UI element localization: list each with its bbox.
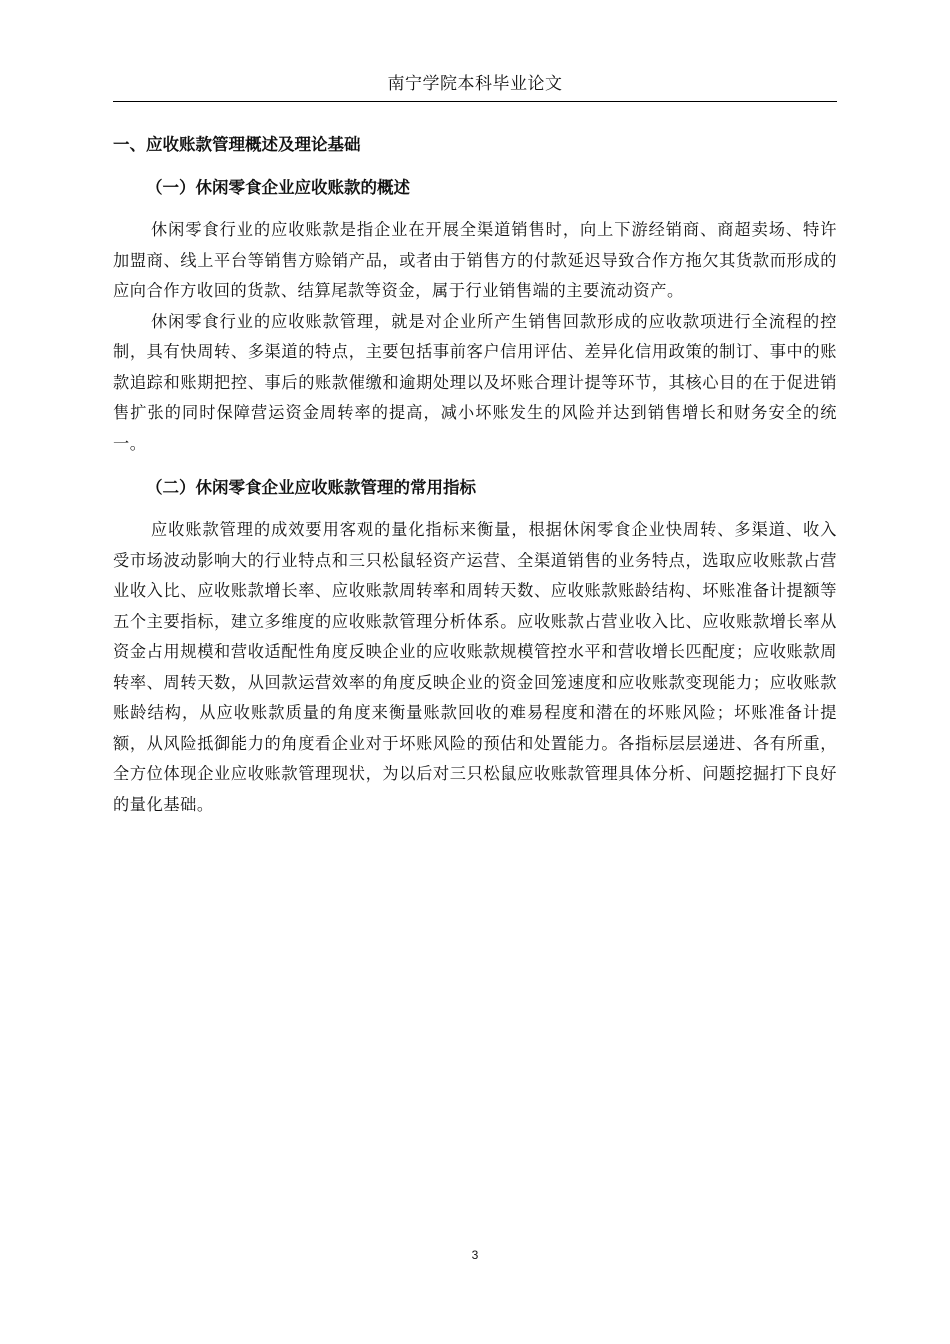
header-rule [113, 101, 837, 102]
paragraph: 休闲零食行业的应收账款是指企业在开展全渠道销售时，向上下游经销商、商超卖场、特许加盟商、线上平台等销售方赊销产品，或者由于销售方的付款延迟导致合作方拖欠其货款而形成的应向合作方收回的货款、结算尾款等资金，属于行业销售端的主要流动资产。 [113, 220, 837, 300]
paragraph: 应收账款管理的成效要用客观的量化指标来衡量，根据休闲零食企业快周转、多渠道、收入受市场波动影响大的行业特点和三只松鼠轻资产运营、全渠道销售的业务特点，选取应收账款占营业收入比、应收账款增长率、应收账款周转率和周转天数、应收账款账龄结构、坏账准备计提额等五个主要指标，建立多维度的应收账款管理分析体系。应收账款占营业收入比、应收账款增长率从资金占用规模和营收适配性角度反映企业的应收账款规模管控水平和营收增长匹配度；应收账款周转率、周转天数，从回款运营效率的角度反映企业的资金回笼速度和应收账款变现能力；应收账款账龄结构，从应收账款质量的角度来衡量账款回收的难易程度和潜在的坏账风险；坏账准备计提额，从风险抵御能力的角度看企业对于坏账风险的预估和处置能力。各指标层层递进、各有所重，全方位体现企业应收账款管理现状，为以后对三只松鼠应收账款管理具体分析、问题挖掘打下良好的量化基础。 [113, 520, 837, 814]
subsection-heading-2: （二）休闲零食企业应收账款管理的常用指标 [146, 478, 476, 497]
paragraph: 休闲零食行业的应收账款管理，就是对企业所产生销售回款形成的应收款项进行全流程的控制，具有快周转、多渠道的特点，主要包括事前客户信用评估、差异化信用政策的制订、事中的账款追踪和账期把控、事后的账款催缴和逾期处理以及坏账合理计提等环节，其核心目的在于促进销售扩张的同时保障营运资金周转率的提高，减小坏账发生的风险并达到销售增长和财务安全的统一。 [113, 311, 837, 453]
page-number: 3 [471, 1248, 479, 1262]
page-content [113, 130, 837, 820]
subsection-heading-1: （一）休闲零食企业应收账款的概述 [146, 178, 410, 197]
running-header: 南宁学院本科毕业论文 [387, 74, 563, 94]
section-heading: 一、应收账款管理概述及理论基础 [113, 135, 361, 154]
